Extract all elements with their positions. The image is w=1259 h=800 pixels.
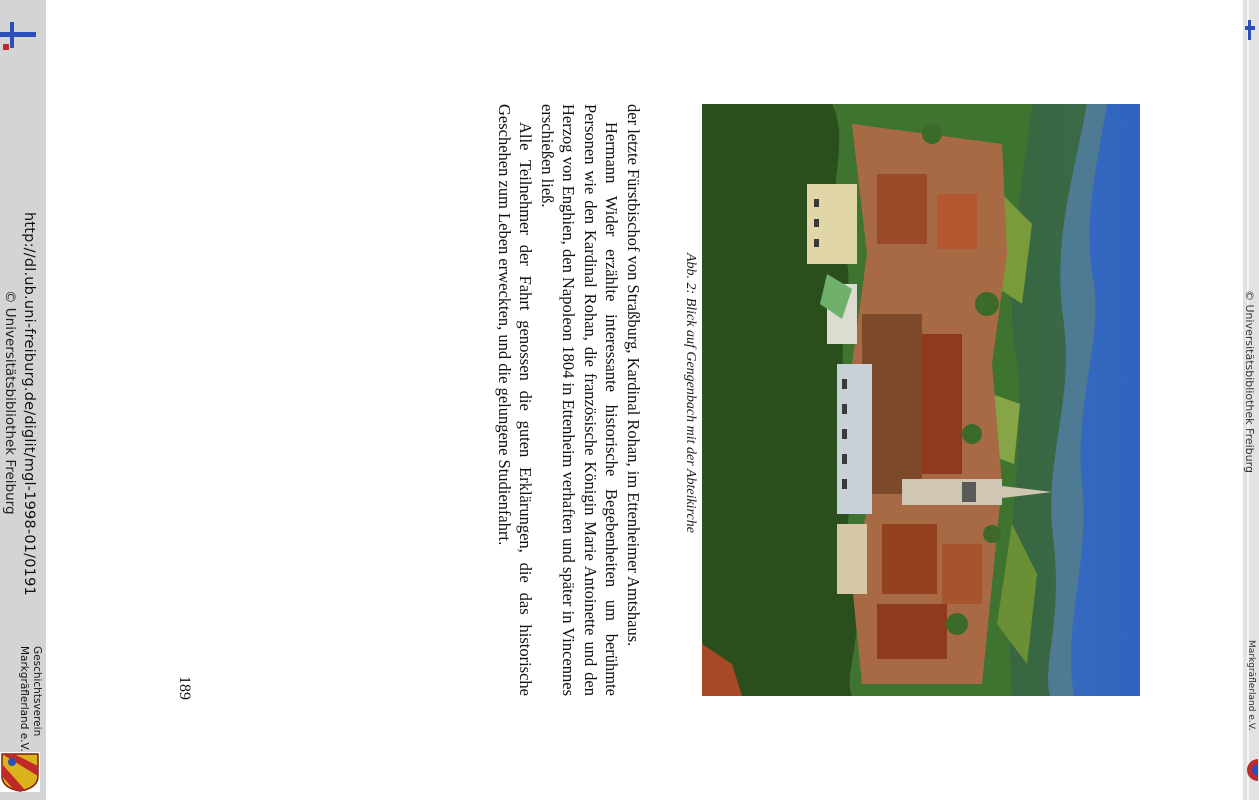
right-registration-mark bbox=[1245, 20, 1255, 40]
gengenbach-photo bbox=[702, 104, 1140, 696]
scan-registration-mark bbox=[0, 14, 40, 52]
paragraph-3: Alle Teilnehmer der Fahrt genossen die guten Erklärungen, die das historische Geschehen zum Leben erweckten, und die gelungene Studienfahrt. bbox=[495, 104, 536, 696]
society-name-line2: Markgräflerland e.V. bbox=[18, 646, 30, 752]
body-text bbox=[494, 104, 645, 696]
society-name-line1: Geschichtsverein bbox=[31, 646, 43, 737]
page-number: 189 bbox=[176, 676, 193, 700]
right-copyright-fragment: © Universitätsbibliothek Freiburg bbox=[1243, 290, 1256, 473]
copyright-note: © Universitätsbibliothek Freiburg bbox=[2, 290, 18, 515]
paragraph-2: Hermann Wider erzählte interessante historische Begebenheiten um berühmte Personen wie den Kardinal Rohan, die französische Königin Marie Antoinette und den Herzog von Enghien, den Napoleon 1804 in Ettenheim verhaften und später in Vincennes erschießen ließ. bbox=[538, 104, 622, 696]
right-crest-fragment-icon bbox=[1246, 752, 1258, 788]
society-crest-icon bbox=[0, 752, 40, 792]
figure-caption: Abb. 2: Blick auf Gengenbach mit der Abteikirche bbox=[683, 253, 698, 533]
paragraph-1: der letzte Fürstbischof von Straßburg, Kardinal Rohan, im Ettenheimer Amtshaus. bbox=[624, 104, 643, 647]
source-url[interactable]: http://dl.ub.uni-freiburg.de/diglit/mgl-1998-01/0191 bbox=[21, 212, 37, 596]
right-society-fragment: Markgräflerland e.V. bbox=[1246, 640, 1256, 731]
